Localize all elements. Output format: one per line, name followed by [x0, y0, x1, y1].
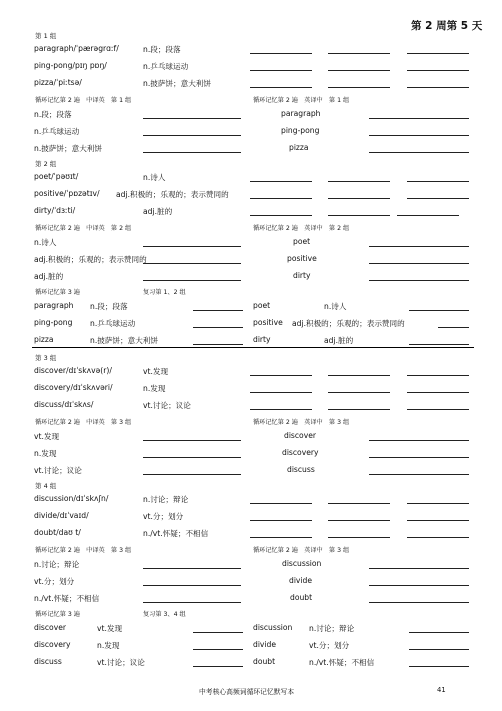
- footer-title: 中考核心高频词循环记忆默写本: [199, 688, 295, 696]
- answer-line[interactable]: [143, 440, 241, 441]
- answer-line[interactable]: [143, 280, 241, 281]
- section-label: 循环记忆第 2 遍 中译英 第 2 组: [35, 225, 132, 232]
- word-prompt: discover: [284, 431, 316, 440]
- meaning-prompt: vt.讨论；议论: [34, 466, 82, 475]
- answer-line[interactable]: [369, 280, 469, 281]
- answer-line[interactable]: [250, 537, 312, 538]
- word-phonetic: discuss/dɪˈskʌs/: [34, 400, 94, 409]
- answer-line[interactable]: [369, 135, 469, 136]
- section-label: 循环记忆第 2 遍 英译中 第 2 组: [253, 225, 350, 232]
- meaning-prompt: n.讨论；辩论: [309, 624, 355, 633]
- word-meaning: n.讨论；辩论: [143, 495, 189, 504]
- word-prompt: doubt: [253, 657, 276, 666]
- word-meaning: vt.发现: [143, 367, 169, 376]
- answer-line[interactable]: [143, 135, 241, 136]
- word-prompt: ping-pong: [34, 318, 73, 327]
- word-meaning: adj.积极的；乐观的；表示赞同的: [116, 190, 229, 199]
- section-label: 循环记忆第 2 遍 中译英 第 3 组: [35, 547, 132, 554]
- answer-line[interactable]: [193, 327, 243, 328]
- group-label: 第 1 组: [35, 32, 57, 40]
- meaning-prompt: n.诗人: [324, 302, 347, 311]
- word-prompt: discussion: [282, 559, 322, 568]
- word-prompt: pizza: [289, 143, 309, 152]
- word-prompt: pizza: [34, 335, 54, 344]
- answer-line[interactable]: [250, 392, 312, 393]
- word-phonetic: doubt/daʊ t/: [34, 528, 81, 537]
- answer-line[interactable]: [328, 70, 390, 71]
- answer-line[interactable]: [143, 585, 241, 586]
- meaning-prompt: n.段；段落: [34, 110, 72, 119]
- word-phonetic: pizza/ˈpiːtsə/: [34, 78, 82, 87]
- word-phonetic: divide/dɪˈvaɪd/: [34, 511, 89, 520]
- answer-line[interactable]: [250, 503, 312, 504]
- answer-line[interactable]: [193, 310, 243, 311]
- answer-line[interactable]: [409, 344, 469, 345]
- answer-line[interactable]: [397, 215, 459, 216]
- answer-line[interactable]: [407, 375, 469, 376]
- answer-line[interactable]: [369, 457, 469, 458]
- answer-line[interactable]: [328, 215, 390, 216]
- word-meaning: adj.脏的: [143, 207, 173, 216]
- answer-line[interactable]: [328, 53, 390, 54]
- answer-line[interactable]: [328, 87, 390, 88]
- meaning-prompt: adj.脏的: [324, 336, 354, 345]
- section-label: 复习第 3、4 组: [143, 611, 186, 618]
- answer-line[interactable]: [328, 409, 390, 410]
- answer-line[interactable]: [250, 198, 312, 199]
- answer-line[interactable]: [143, 152, 241, 153]
- word-prompt: discussion: [253, 623, 293, 632]
- section-label: 循环记忆第 2 遍 英译中 第 3 组: [253, 419, 350, 426]
- answer-line[interactable]: [250, 87, 312, 88]
- word-prompt: positive: [287, 254, 317, 263]
- meaning-prompt: n.乒乓球运动: [90, 319, 136, 328]
- answer-line[interactable]: [407, 181, 469, 182]
- answer-line[interactable]: [407, 198, 469, 199]
- section-label: 循环记忆第 2 遍 中译英 第 1 组: [35, 97, 132, 104]
- answer-line[interactable]: [143, 602, 241, 603]
- answer-line[interactable]: [369, 152, 469, 153]
- word-meaning: n.段；段落: [143, 45, 181, 54]
- answer-line[interactable]: [328, 503, 390, 504]
- answer-line[interactable]: [250, 181, 312, 182]
- section-label: 循环记忆第 2 遍 英译中 第 3 组: [253, 547, 350, 554]
- word-prompt: doubt: [290, 593, 313, 602]
- answer-line[interactable]: [369, 602, 469, 603]
- meaning-prompt: vt.分；划分: [34, 577, 75, 586]
- answer-line[interactable]: [143, 568, 241, 569]
- answer-line[interactable]: [407, 392, 469, 393]
- word-prompt: poet: [293, 237, 311, 246]
- word-phonetic: positive/ˈpɒzətɪv/: [34, 189, 100, 198]
- answer-line[interactable]: [250, 520, 312, 521]
- word-meaning: n.诗人: [143, 173, 166, 182]
- word-prompt: divide: [289, 576, 313, 585]
- word-meaning: n./vt.怀疑；不相信: [143, 529, 209, 538]
- answer-line[interactable]: [250, 53, 312, 54]
- answer-line[interactable]: [143, 118, 241, 119]
- answer-line[interactable]: [143, 263, 241, 264]
- word-phonetic: poet/ˈpəʊɪt/: [34, 172, 79, 181]
- answer-line[interactable]: [328, 520, 390, 521]
- answer-line[interactable]: [143, 246, 241, 247]
- word-meaning: n.乒乓球运动: [143, 62, 189, 71]
- meaning-prompt: n.发现: [97, 641, 120, 650]
- meaning-prompt: n./vt.怀疑；不相信: [309, 658, 375, 667]
- answer-line[interactable]: [250, 409, 312, 410]
- word-prompt: discuss: [34, 657, 62, 666]
- word-prompt: positive: [253, 318, 283, 327]
- answer-line[interactable]: [143, 457, 241, 458]
- answer-line[interactable]: [409, 666, 469, 667]
- meaning-prompt: vt.发现: [34, 432, 60, 441]
- word-prompt: discovery: [34, 640, 71, 649]
- answer-line[interactable]: [369, 246, 469, 247]
- answer-line[interactable]: [407, 503, 469, 504]
- section-label: 循环记忆第 2 遍 中译英 第 3 组: [35, 419, 132, 426]
- answer-line[interactable]: [407, 70, 469, 71]
- word-prompt: discover: [34, 623, 66, 632]
- meaning-prompt: n.披萨饼；意大利饼: [34, 144, 102, 153]
- answer-line[interactable]: [193, 649, 243, 650]
- section-label: 循环记忆第 3 遍: [35, 289, 80, 296]
- word-prompt: paragraph: [281, 109, 321, 118]
- word-meaning: n.发现: [143, 384, 166, 393]
- divider: [32, 347, 474, 348]
- meaning-prompt: adj.积极的；乐观的；表示赞同的: [34, 255, 147, 264]
- meaning-prompt: adj.积极的；乐观的；表示赞同的: [292, 319, 405, 328]
- meaning-prompt: n./vt.怀疑；不相信: [34, 594, 100, 603]
- meaning-prompt: n.乒乓球运动: [34, 127, 80, 136]
- answer-line[interactable]: [369, 474, 469, 475]
- word-prompt: dirty: [253, 335, 271, 344]
- answer-line[interactable]: [328, 392, 390, 393]
- word-meaning: n.披萨饼；意大利饼: [143, 79, 211, 88]
- group-label: 第 4 组: [35, 482, 57, 490]
- word-prompt: divide: [253, 640, 277, 649]
- answer-line[interactable]: [369, 568, 469, 569]
- answer-line[interactable]: [369, 440, 469, 441]
- meaning-prompt: n.发现: [34, 449, 57, 458]
- word-prompt: ping-pong: [281, 126, 320, 135]
- page-title: 第 2 周第 5 天: [411, 20, 483, 32]
- answer-line[interactable]: [369, 585, 469, 586]
- word-phonetic: discovery/dɪˈskʌvəri/: [34, 383, 113, 392]
- answer-line[interactable]: [407, 87, 469, 88]
- answer-line[interactable]: [369, 118, 469, 119]
- answer-line[interactable]: [328, 198, 390, 199]
- word-prompt: paragraph: [34, 301, 74, 310]
- answer-line[interactable]: [407, 537, 469, 538]
- answer-line[interactable]: [409, 632, 469, 633]
- answer-line[interactable]: [438, 327, 469, 328]
- meaning-prompt: n.段；段落: [90, 302, 128, 311]
- word-phonetic: paragraph/ˈpærəgrɑːf/: [34, 44, 119, 53]
- word-prompt: dirty: [293, 271, 311, 280]
- meaning-prompt: vt.发现: [97, 624, 123, 633]
- word-prompt: discovery: [282, 448, 319, 457]
- answer-line[interactable]: [250, 215, 312, 216]
- answer-line[interactable]: [328, 181, 390, 182]
- word-phonetic: dirty/ˈdɜːti/: [34, 206, 76, 215]
- answer-line[interactable]: [369, 263, 469, 264]
- answer-line[interactable]: [328, 537, 390, 538]
- group-label: 第 2 组: [35, 160, 57, 168]
- section-label: 循环记忆第 2 遍 英译中 第 1 组: [253, 97, 350, 104]
- answer-line[interactable]: [407, 409, 469, 410]
- answer-line[interactable]: [250, 375, 312, 376]
- word-meaning: vt.讨论；议论: [143, 401, 191, 410]
- meaning-prompt: n.诗人: [34, 238, 57, 247]
- answer-line[interactable]: [407, 53, 469, 54]
- answer-line[interactable]: [407, 520, 469, 521]
- answer-line[interactable]: [143, 474, 241, 475]
- group-label: 第 3 组: [35, 354, 57, 362]
- meaning-prompt: vt.讨论；议论: [97, 658, 145, 667]
- answer-line[interactable]: [193, 344, 243, 345]
- word-phonetic: discover/dɪˈskʌvə(r)/: [34, 366, 112, 375]
- answer-line[interactable]: [250, 70, 312, 71]
- meaning-prompt: adj.脏的: [34, 272, 64, 281]
- page-number: 41: [437, 686, 446, 694]
- section-label: 复习第 1、2 组: [143, 289, 186, 296]
- answer-line[interactable]: [193, 632, 243, 633]
- answer-line[interactable]: [409, 310, 469, 311]
- word-prompt: discuss: [287, 465, 315, 474]
- answer-line[interactable]: [328, 375, 390, 376]
- section-label: 循环记忆第 3 遍: [35, 611, 80, 618]
- meaning-prompt: vt.分；划分: [309, 641, 350, 650]
- word-phonetic: discussion/dɪˈskʌʃn/: [34, 494, 109, 503]
- answer-line[interactable]: [409, 649, 469, 650]
- word-prompt: poet: [253, 301, 271, 310]
- word-phonetic: ping-pong/pɪŋ pɒŋ/: [34, 61, 107, 70]
- answer-line[interactable]: [193, 666, 243, 667]
- meaning-prompt: n.讨论；辩论: [34, 560, 80, 569]
- meaning-prompt: n.披萨饼；意大利饼: [90, 336, 158, 345]
- word-meaning: vt.分；划分: [143, 512, 184, 521]
